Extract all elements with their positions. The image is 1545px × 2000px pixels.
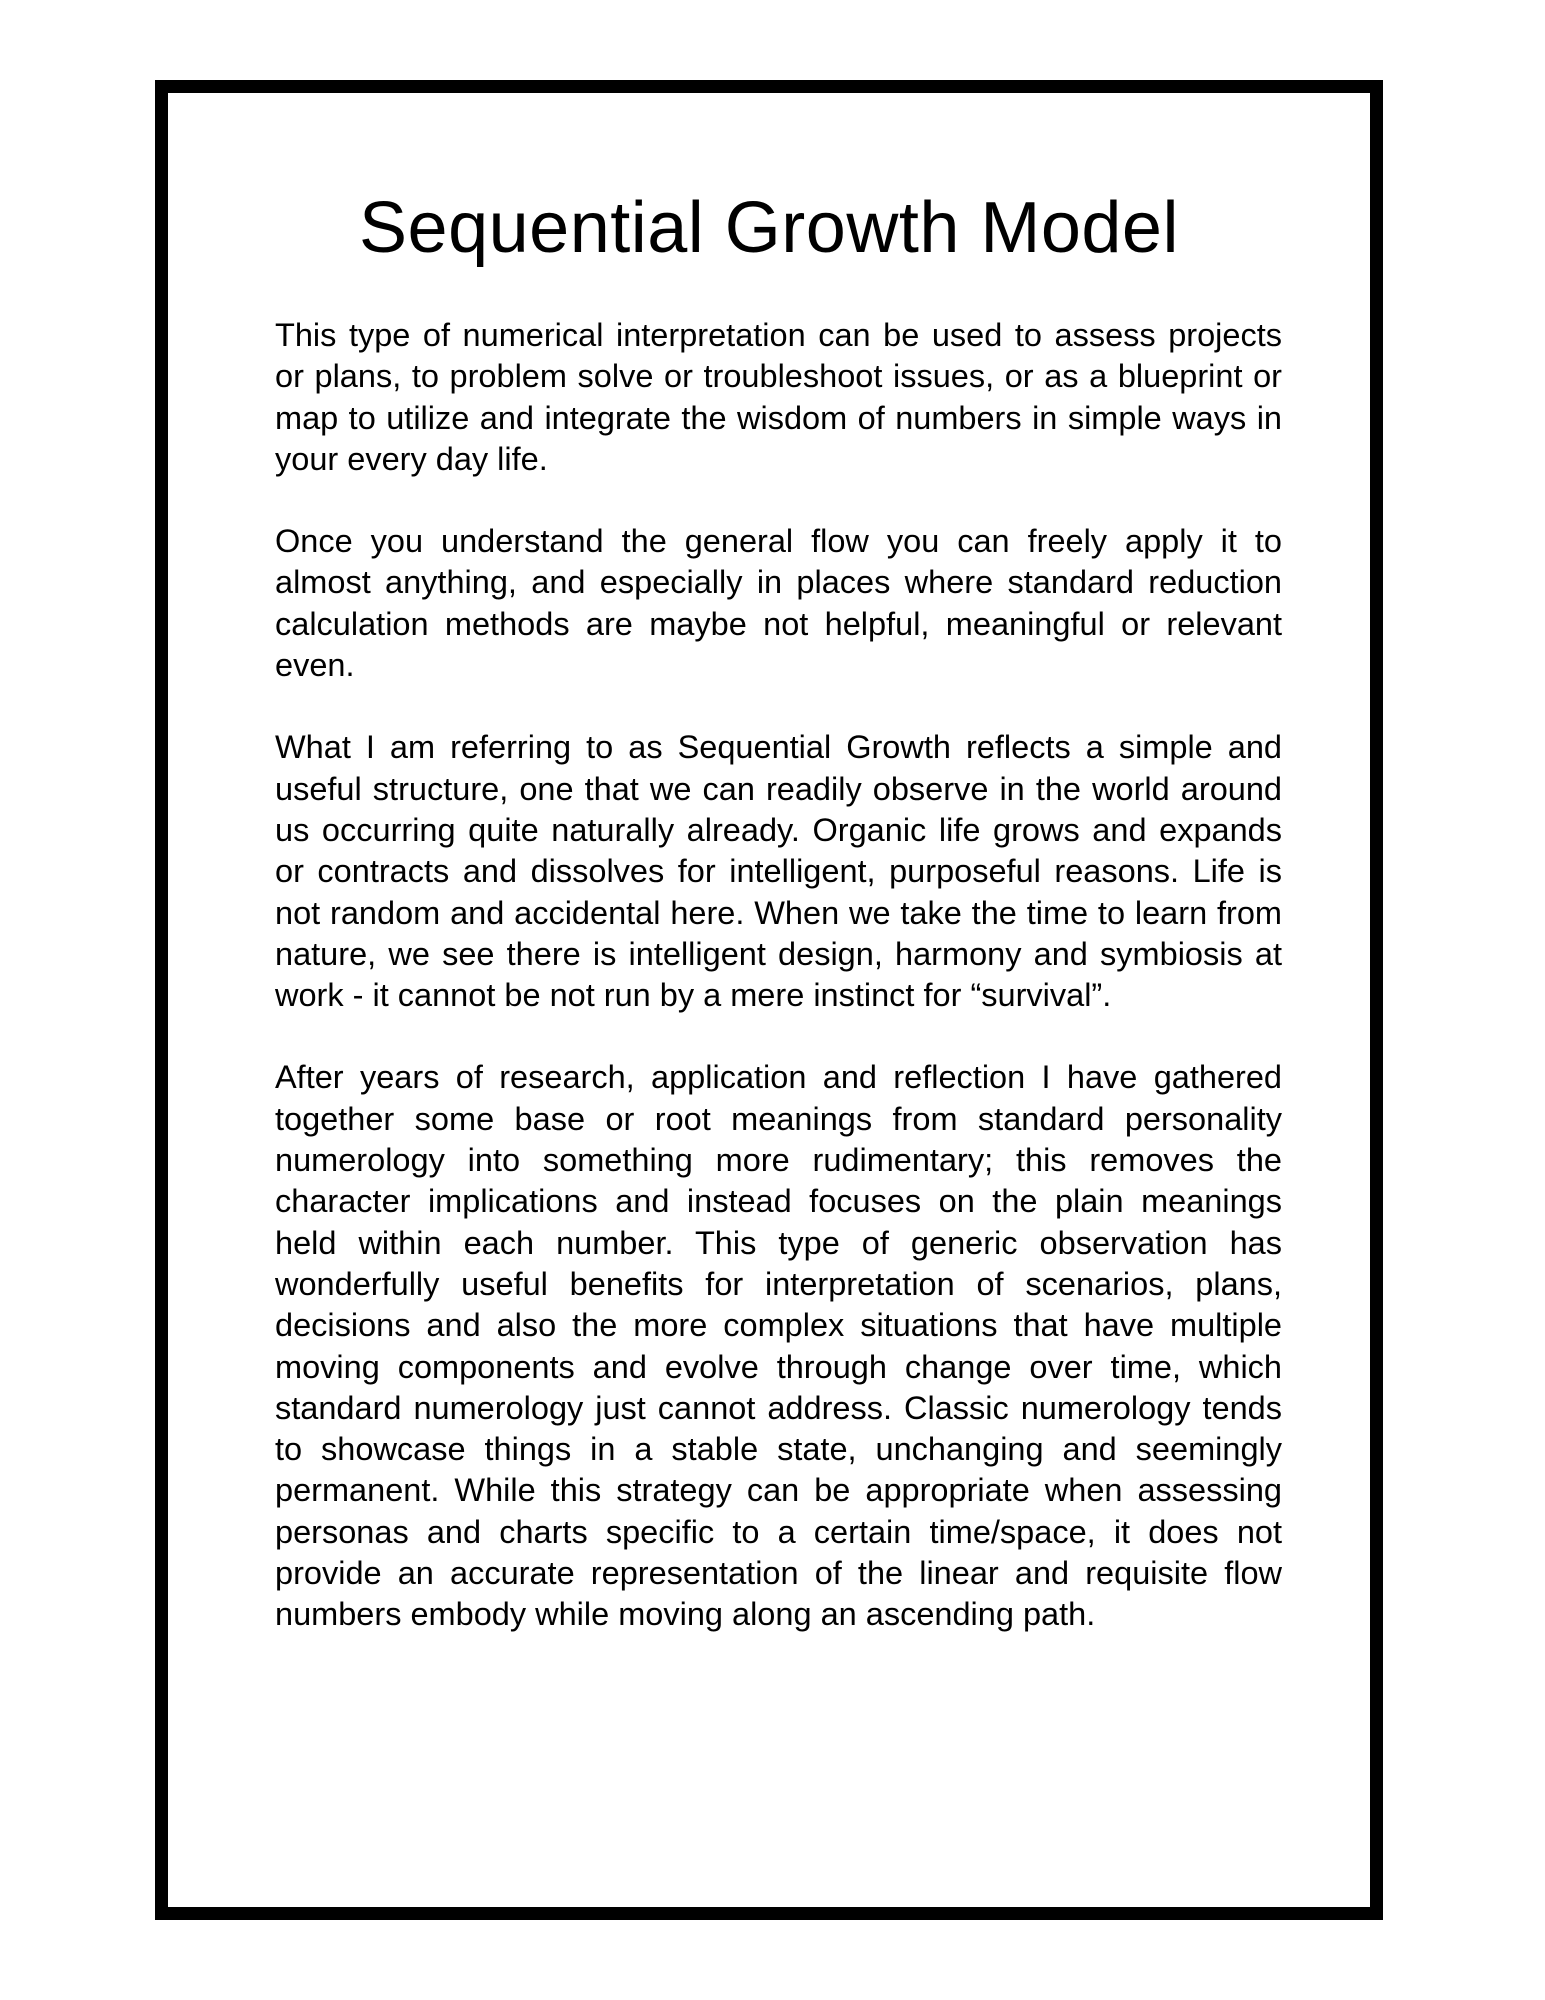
- page-border-frame: [155, 80, 1383, 1920]
- page-title: Sequential Growth Model: [359, 188, 1179, 268]
- body-text: [275, 315, 1282, 1677]
- paragraph-sequential-growth: What I am referring to as Sequential Growth reflects a simple and useful structure, one that we can readily observe in the world around us occurring quite naturally already. Organic life grows and expands or contracts and dissolves for intelligent, purposeful reasons. Life is not random and accidental here. When we take the time to learn from nature, we see there is intelligent design, harmony and symbiosis at work - it cannot be not run by a mere instinct for “survival”.: [275, 729, 1282, 1014]
- paragraph-intro: This type of numerical interpretation can be used to assess projects or plans, to problem solve or troubleshoot issues, or as a blueprint or map to utilize and integrate the wisdom of numbers in simple ways in your every day life.: [275, 317, 1282, 477]
- paragraph-general-flow: Once you understand the general flow you can freely apply it to almost anything, and especially in places where standard reduction calculation methods are maybe not helpful, meaningful or relevant even.: [275, 523, 1282, 684]
- paragraph-research: After years of research, application and reflection I have gathered together some base or root meanings from standard personality numerology into something more rudimentary; this removes the character implications and instead focuses on the plain meanings held within each number. This type of generic observation has wonderfully useful benefits for interpretation of scenarios, plans, decisions and also the more complex situations that have multiple moving components and evolve through change over time, which standard numerology just cannot address. Classic numerology tends to showcase things in a stable state, unchanging and seemingly permanent. While this strategy can be appropriate when assessing personas and charts specific to a certain time/space, it does not provide an accurate representation of the linear and requisite flow numbers embody while moving along an ascending path.: [275, 1059, 1282, 1633]
